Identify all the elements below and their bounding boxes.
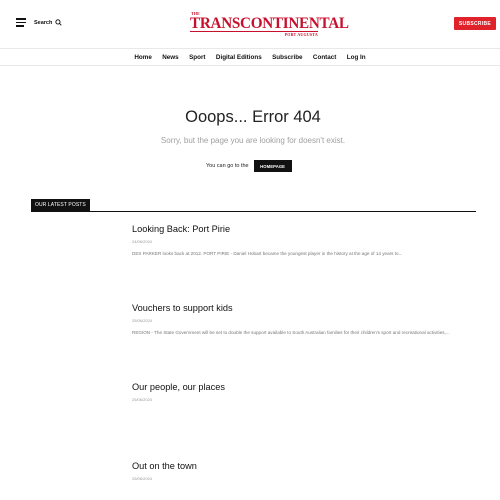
hamburger-menu-icon[interactable] xyxy=(16,18,26,26)
nav-item-news[interactable]: News xyxy=(162,53,179,61)
search-icon xyxy=(55,19,62,26)
site-logo[interactable] xyxy=(190,10,349,37)
post-date: 25/06/2024 xyxy=(132,397,153,402)
post-title[interactable]: Vouchers to support kids xyxy=(132,303,233,313)
list-item xyxy=(132,382,472,402)
post-title[interactable]: Out on the town xyxy=(132,461,197,471)
nav-item-digital-editions[interactable]: Digital Editions xyxy=(215,53,262,61)
site-header xyxy=(0,0,500,48)
list-item xyxy=(132,461,472,481)
post-excerpt: REGION - The State Government will be set to double the support available to South Australian families for their children's sport and recreational activities,... xyxy=(132,330,450,335)
list-item xyxy=(132,224,472,258)
nav-item-home[interactable]: Home xyxy=(134,53,152,61)
latest-posts-heading: OUR LATEST POSTS xyxy=(31,199,90,211)
error-subtitle: Sorry, but the page you are looking for doesn't exist. xyxy=(160,136,346,145)
latest-posts-header xyxy=(31,199,476,212)
homepage-prompt-label: You can go to the xyxy=(206,163,249,169)
nav-item-sport[interactable]: Sport xyxy=(189,53,206,61)
nav-item-log-in[interactable]: Log In xyxy=(346,53,366,61)
nav-item-contact[interactable]: Contact xyxy=(312,53,337,61)
list-item xyxy=(132,303,472,337)
main-nav xyxy=(0,48,500,66)
subscribe-button[interactable]: SUBSCRIBE xyxy=(454,17,496,30)
search-label: Search xyxy=(34,19,53,26)
search-button[interactable] xyxy=(34,19,62,26)
nav-item-subscribe[interactable]: Subscribe xyxy=(272,53,303,61)
post-excerpt: DES PARKER looks back at 2012. PORT PIRIE - Daniel Hobart became the youngest player in the history at the age of 14 years to... xyxy=(132,251,403,256)
homepage-button[interactable]: HOMEPAGE xyxy=(254,160,292,172)
logo-the: THE xyxy=(191,11,201,16)
post-title[interactable]: Looking Back: Port Pirie xyxy=(132,224,231,234)
post-date: 24/06/2024 xyxy=(132,239,153,244)
post-date: 25/06/2024 xyxy=(132,318,153,323)
logo-subtitle: PORT AUGUSTA xyxy=(284,32,318,37)
post-date: 25/06/2024 xyxy=(132,476,153,481)
logo-wordmark: TRANSCONTINENTAL xyxy=(190,15,349,32)
error-title: Ooops... Error 404 xyxy=(185,108,321,126)
homepage-prompt xyxy=(206,160,292,172)
post-title[interactable]: Our people, our places xyxy=(132,382,225,392)
